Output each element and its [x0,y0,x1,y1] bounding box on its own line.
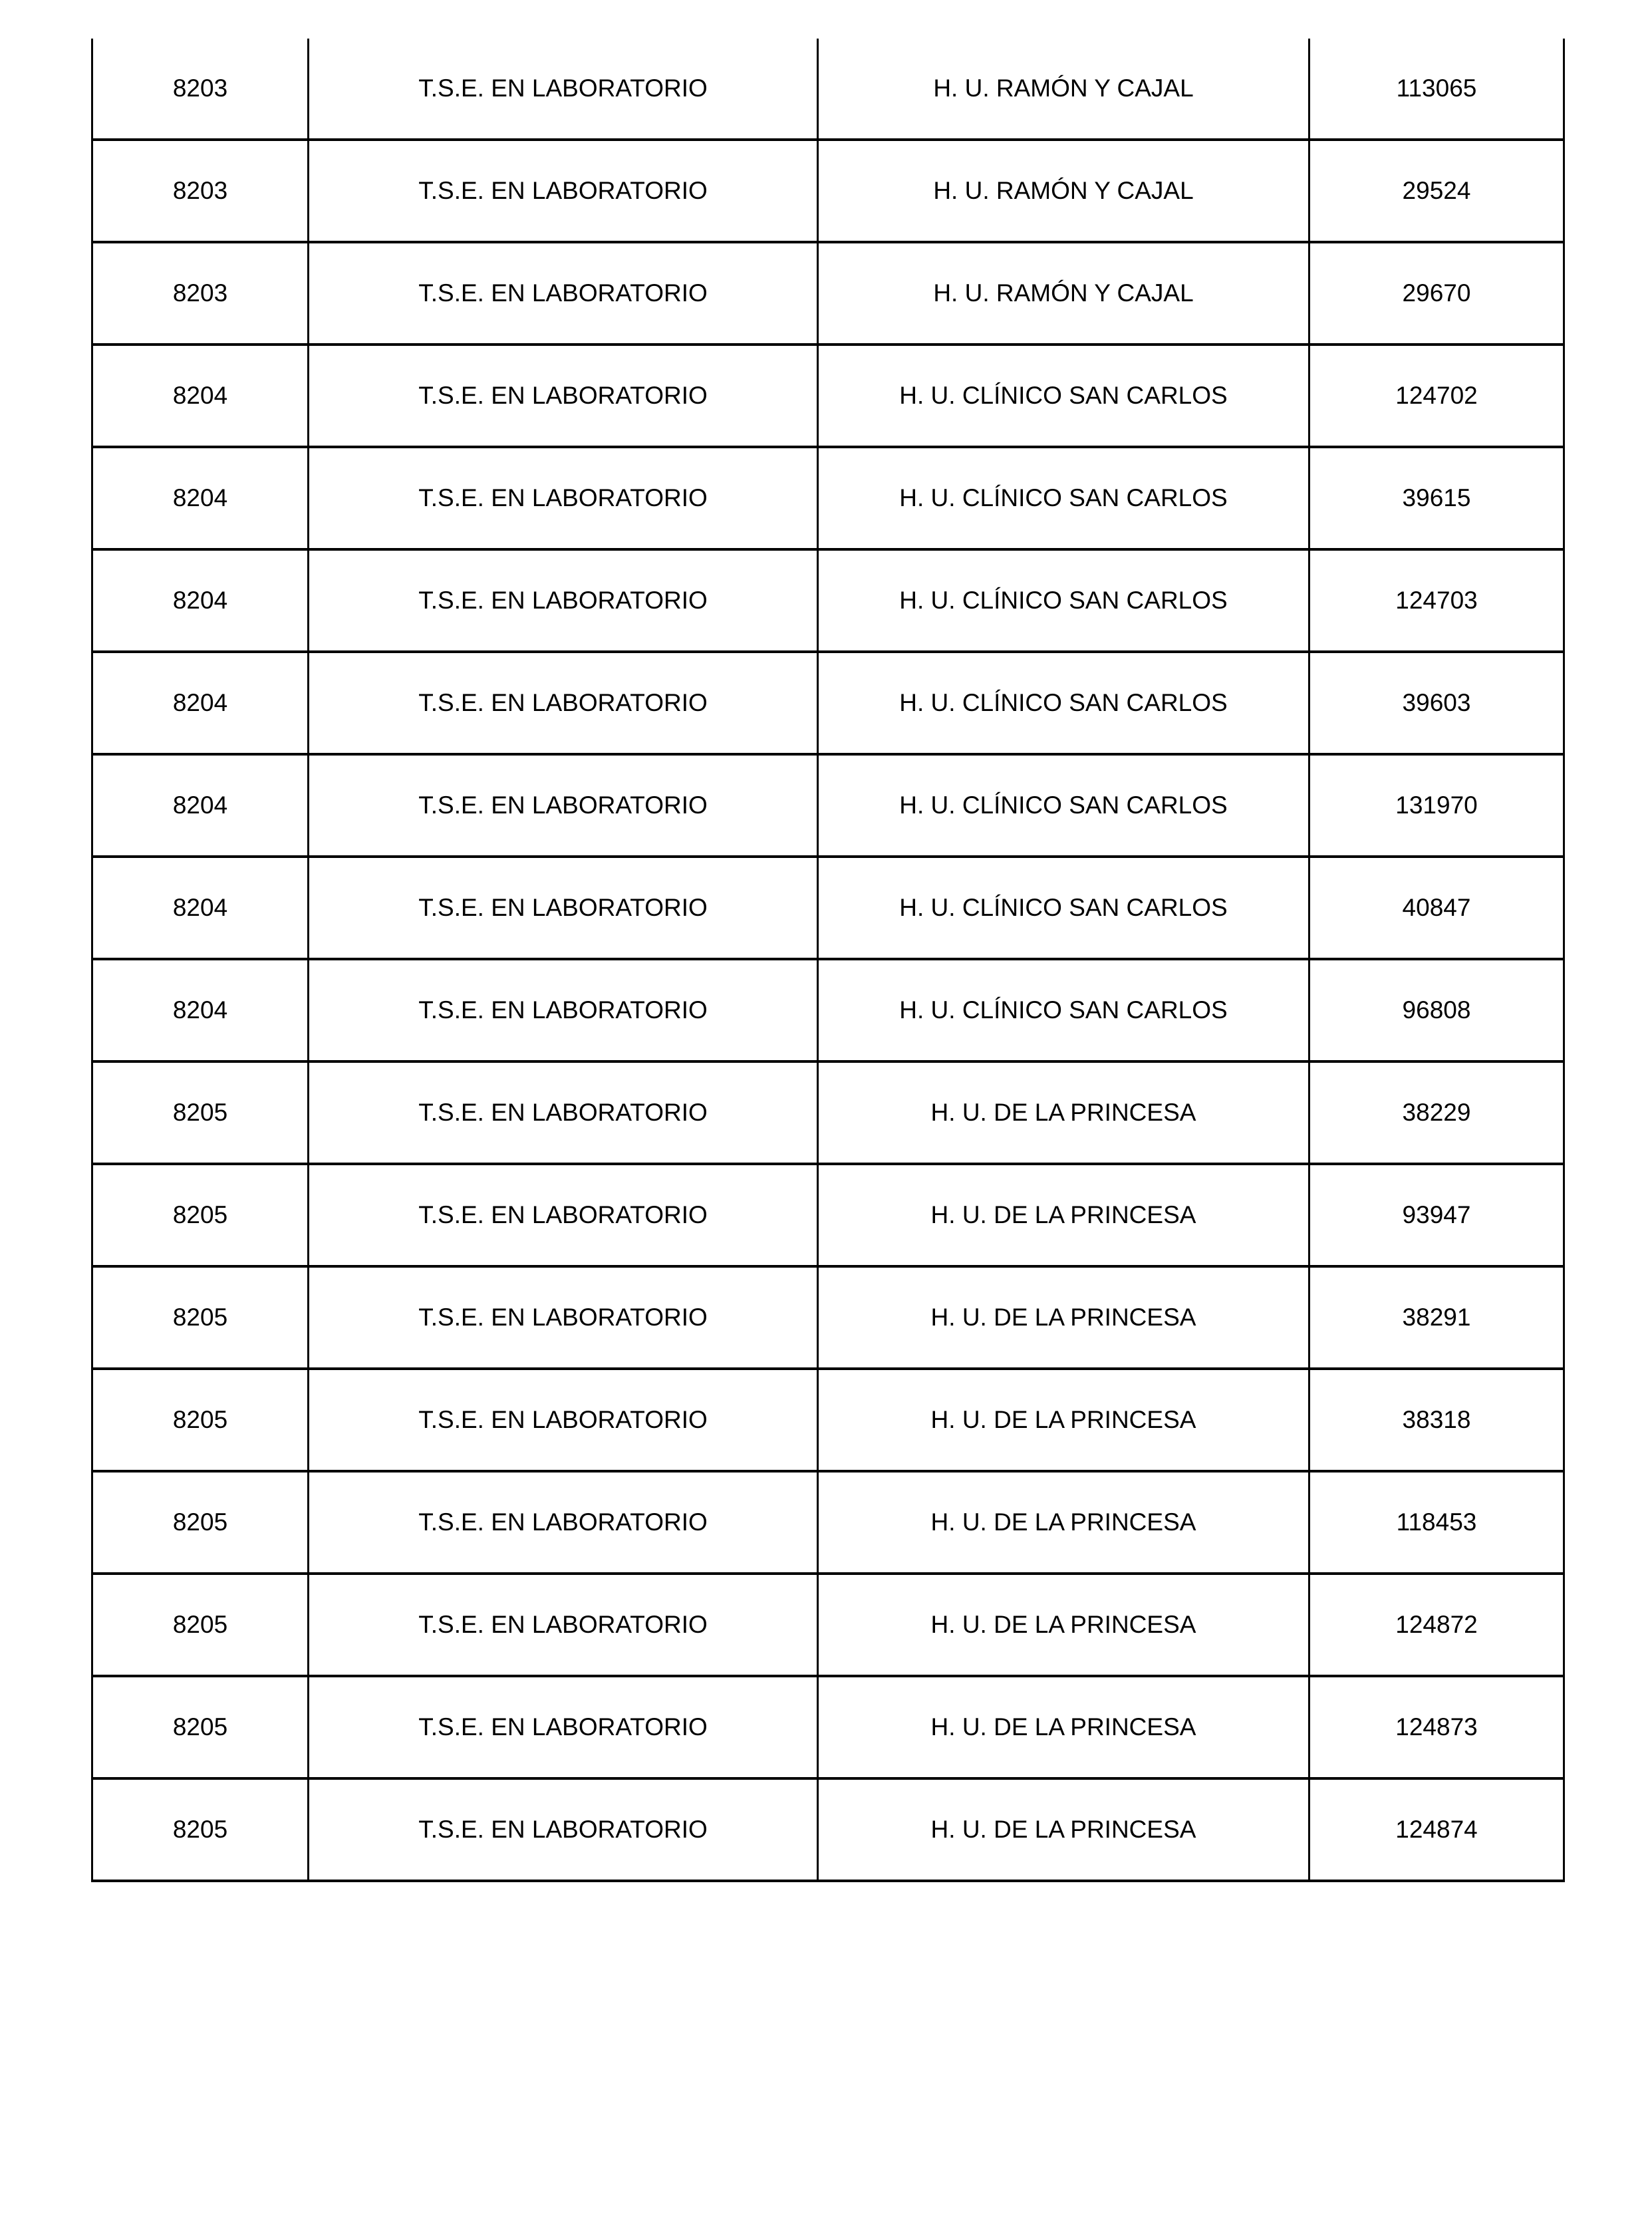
cell-code: 8204 [91,551,309,653]
cell-record: 124872 [1310,1575,1565,1677]
cell-record: 39615 [1310,448,1565,551]
cell-service: T.S.E. EN LABORATORIO [309,1677,819,1780]
cell-hospital: H. U. DE LA PRINCESA [819,1780,1310,1882]
cell-code: 8204 [91,858,309,960]
cell-service: T.S.E. EN LABORATORIO [309,141,819,243]
cell-code: 8205 [91,1472,309,1575]
cell-hospital: H. U. CLÍNICO SAN CARLOS [819,858,1310,960]
cell-service: T.S.E. EN LABORATORIO [309,346,819,448]
cell-hospital: H. U. DE LA PRINCESA [819,1677,1310,1780]
cell-code: 8205 [91,1165,309,1268]
cell-code: 8203 [91,141,309,243]
cell-code: 8204 [91,346,309,448]
cell-record: 113065 [1310,39,1565,141]
cell-record: 124703 [1310,551,1565,653]
cell-hospital: H. U. DE LA PRINCESA [819,1575,1310,1677]
cell-hospital: H. U. RAMÓN Y CAJAL [819,243,1310,346]
cell-hospital: H. U. CLÍNICO SAN CARLOS [819,756,1310,858]
cell-hospital: H. U. DE LA PRINCESA [819,1472,1310,1575]
cell-service: T.S.E. EN LABORATORIO [309,39,819,141]
cell-record: 124873 [1310,1677,1565,1780]
cell-hospital: H. U. RAMÓN Y CAJAL [819,141,1310,243]
cell-record: 38291 [1310,1268,1565,1370]
cell-record: 118453 [1310,1472,1565,1575]
cell-service: T.S.E. EN LABORATORIO [309,448,819,551]
cell-record: 40847 [1310,858,1565,960]
cell-code: 8205 [91,1780,309,1882]
cell-hospital: H. U. CLÍNICO SAN CARLOS [819,551,1310,653]
cell-service: T.S.E. EN LABORATORIO [309,858,819,960]
records-table [91,39,1565,1882]
cell-record: 124874 [1310,1780,1565,1882]
cell-hospital: H. U. RAMÓN Y CAJAL [819,39,1310,141]
cell-record: 96808 [1310,960,1565,1063]
cell-code: 8204 [91,756,309,858]
cell-hospital: H. U. DE LA PRINCESA [819,1268,1310,1370]
cell-record: 39603 [1310,653,1565,756]
cell-record: 29524 [1310,141,1565,243]
cell-service: T.S.E. EN LABORATORIO [309,653,819,756]
cell-code: 8205 [91,1268,309,1370]
cell-code: 8204 [91,653,309,756]
cell-code: 8205 [91,1575,309,1677]
cell-service: T.S.E. EN LABORATORIO [309,1472,819,1575]
cell-hospital: H. U. CLÍNICO SAN CARLOS [819,960,1310,1063]
cell-service: T.S.E. EN LABORATORIO [309,1268,819,1370]
cell-service: T.S.E. EN LABORATORIO [309,1063,819,1165]
cell-service: T.S.E. EN LABORATORIO [309,1575,819,1677]
cell-service: T.S.E. EN LABORATORIO [309,756,819,858]
cell-code: 8205 [91,1370,309,1472]
cell-record: 38318 [1310,1370,1565,1472]
cell-code: 8203 [91,243,309,346]
cell-code: 8204 [91,448,309,551]
cell-service: T.S.E. EN LABORATORIO [309,1780,819,1882]
cell-service: T.S.E. EN LABORATORIO [309,960,819,1063]
cell-record: 38229 [1310,1063,1565,1165]
cell-record: 93947 [1310,1165,1565,1268]
cell-service: T.S.E. EN LABORATORIO [309,243,819,346]
cell-code: 8203 [91,39,309,141]
cell-record: 124702 [1310,346,1565,448]
cell-hospital: H. U. DE LA PRINCESA [819,1063,1310,1165]
cell-hospital: H. U. CLÍNICO SAN CARLOS [819,653,1310,756]
cell-code: 8205 [91,1677,309,1780]
cell-hospital: H. U. DE LA PRINCESA [819,1370,1310,1472]
cell-service: T.S.E. EN LABORATORIO [309,1165,819,1268]
cell-hospital: H. U. DE LA PRINCESA [819,1165,1310,1268]
cell-record: 131970 [1310,756,1565,858]
cell-service: T.S.E. EN LABORATORIO [309,551,819,653]
cell-hospital: H. U. CLÍNICO SAN CARLOS [819,346,1310,448]
cell-code: 8204 [91,960,309,1063]
cell-record: 29670 [1310,243,1565,346]
cell-service: T.S.E. EN LABORATORIO [309,1370,819,1472]
cell-code: 8205 [91,1063,309,1165]
cell-hospital: H. U. CLÍNICO SAN CARLOS [819,448,1310,551]
